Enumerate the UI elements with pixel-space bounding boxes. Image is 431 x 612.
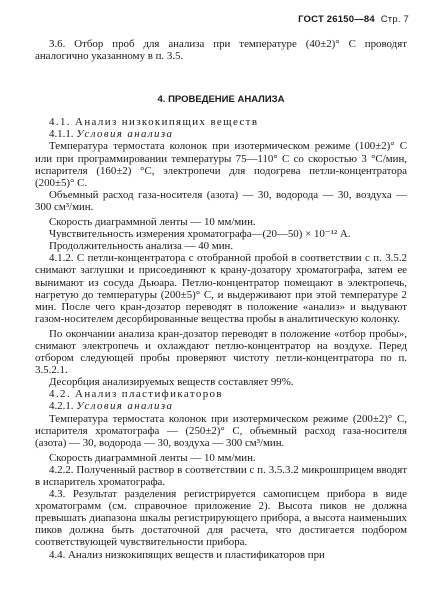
paragraph-4-4: 4.4. Анализ низкокипящих веществ и пластификаторов при (49, 548, 325, 561)
item-title: Условия анализа (76, 128, 174, 141)
paragraph-column-temperature: Температура термостата колонок при изотермическом режиме (100±2)° С или при программировании температуры 75—110° С со скоростью 3 °С/мин, испарителя (160±2) °С, электропечи для подогрева петли-концентратора (200±5)° С. (35, 140, 407, 189)
paragraph-4-3: 4.3. Результат разделения регистрируется самописцем прибора в виде хроматограмм (см. справочное приложение 2). Высота пиков не должна превышать диапазона шкалы регистрирующего прибора, а высота наименьших пиков должна быть достаточной для расчета, что достигается подбором соответствующей чувствительности прибора. (35, 488, 407, 549)
paragraph-gas-flow: Объемный расход газа-носителя (азота) — 30, водорода — 30, воздуха — 300 см³/мин. (35, 188, 407, 213)
subsection-title-4-1: 4.1. Анализ низкокипящих веществ (49, 116, 259, 129)
paragraph-4-1-2: 4.1.2. С петли-концентратора с отобранной пробой в соответствии с п. 3.5.2 снимают заглушки и присоединяют к крану-дозатору хроматографа, затем ее вынимают из сосуда Дьюара. Петлю-концентратор помещают в электропечь, нагретую до температуры (200±5)° С, и выдерживают при этой температуре 2 мин. После чего кран-дозатор переводят в положение «анализ» и выдувают газом-носителем десорбированные вещества пробы в аналитическую колонку. (35, 252, 407, 325)
paragraph-desorption: Десорбция анализируемых веществ составляет 99%. (49, 376, 294, 389)
paragraph-completion: По окончании анализа кран-дозатор переводят в положение «отбор пробы», снимают электропечь и охлаждают петлю-концентратор на воздухе. Перед отбором следующей пробы проверяют чистоту петли-концентратора по п. 3.5.2.1. (35, 327, 407, 377)
item-number: 4.1.1. (49, 128, 74, 141)
subsection-title-4-2-1 (35, 400, 407, 412)
item-title: Условия анализа (76, 400, 174, 413)
paragraph-duration: Продолжительность анализа — 40 мин. (49, 240, 234, 253)
subsection-title-4-2: 4.2. Анализ пластификаторов (49, 388, 223, 401)
item-number: 4.2.1. (49, 400, 74, 413)
paragraph-sensitivity: Чувствительность измерения хроматографа—(20—50) × 10⁻¹² А. (49, 228, 351, 241)
paragraph-chart-speed-2: Скорость диаграммной ленты — 10 мм/мин. (49, 451, 256, 464)
document-body (35, 38, 407, 561)
page-header (298, 14, 409, 25)
paragraph-3-6: 3.6. Отбор проб для анализа при температуре (40±2)° С проводят аналогично указанному в п. 3.5. (35, 38, 407, 63)
paragraph-chart-speed: Скорость диаграммной ленты — 10 мм/мин. (49, 216, 256, 229)
page-number: Стр. 7 (380, 14, 409, 25)
paragraph-4-2-2: 4.2.2. Полученный раствор в соответствии с п. 3.5.3.2 микрошприцем вводят в испаритель хроматографа. (35, 463, 407, 488)
standard-number: ГОСТ 26150—84 (298, 14, 375, 25)
paragraph-plasticizers-conditions: Температура термостата колонок при изотермическом режиме (200±2)° С, испарителя хроматографа — (250±2)° С, объемный расход газа-носителя (азота) — 30, водорода — 30, воздуха — 300 см³/мин. (35, 412, 407, 449)
section-heading: 4. ПРОВЕДЕНИЕ АНАЛИЗА (157, 94, 285, 106)
subsection-title-4-1-1 (35, 128, 407, 140)
